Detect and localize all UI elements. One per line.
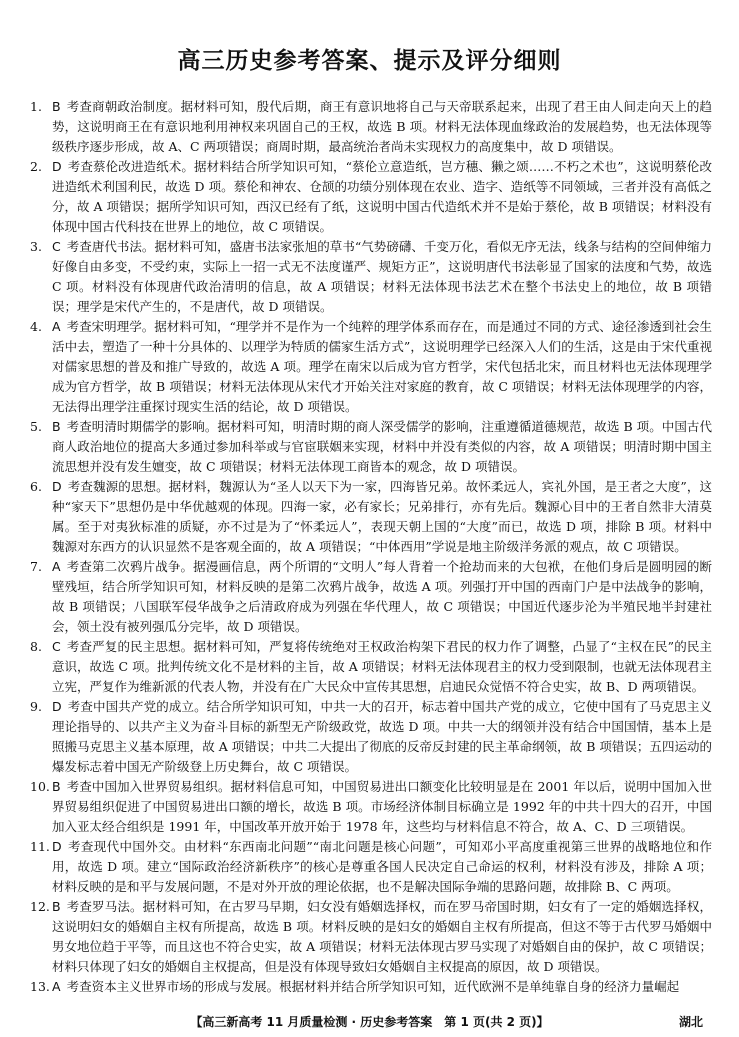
answer-explanation <box>52 697 712 777</box>
question-number: 12. <box>30 899 50 914</box>
answer-choice: B <box>52 899 61 914</box>
explanation-text: 考查明清时期儒学的影响。据材料可知，明清时期的商人深受儒学的影响，注重遵循道德规范，故选 B 项。中国古代商人政治地位的提高大多通过参加科举或与官宦联姻来实现，材料中并没有类似的内容，故 A 项错误；明清时期中国主流思想并没有发生嬗变，故 C 项错误；材料无法体现工商皆本的观念，故 D 项错误。 <box>52 419 712 474</box>
answer-item <box>30 837 712 897</box>
page-title: 高三历史参考答案、提示及评分细则 <box>177 48 562 74</box>
question-number: 5. <box>30 419 42 434</box>
footer-region: 湖北 <box>678 1015 703 1029</box>
answer-choice: B <box>52 779 61 794</box>
answer-choice: D <box>52 479 62 494</box>
question-number: 6. <box>30 479 42 494</box>
question-number: 2. <box>30 159 42 174</box>
question-number: 11. <box>30 839 50 854</box>
question-number: 1. <box>30 99 42 114</box>
explanation-text: 考查唐代书法。据材料可知，盛唐书法家张旭的草书“气势磅礴、千变万化，看似无序无法，线条与结构的空间伸缩力好像自由多变，不受约束，实际上一招一式无不法度谨严、规矩方正”，这说明唐代书法彰显了国家的法度和气势，故选 C 项。材料没有体现唐代政治清明的信息，故 A 项错误；材料无法体现书法艺术在整个书法史上的地位，故 B 项错误；理学是宋代产生的，不是唐代，故 D 项错误。 <box>52 239 712 314</box>
explanation-text: 考查宋明理学。据材料可知，“理学并不是作为一个纯粹的理学体系而存在，而是通过不同的方式、途径渗透到社会生活中去，塑造了一种十分具体的、以理学为特质的儒家生活方式”，这说明理学已经深入人们的生活，这是由于宋代重视对儒家思想的普及和推广导致的，故选 A 项。理学在南宋以后成为官方哲学，宋代包括北宋，而且材料也无法体现理学成为官方哲学，故 B 项错误；材料无法体现从宋代才开始关注对家庭的教育，故 C 项错误；材料无法体现理学的内容，无法得出理学注重探讨现实生活的结论，故 D 项错误。 <box>52 319 712 414</box>
answer-choice: A <box>52 559 61 574</box>
answer-explanation <box>52 97 712 157</box>
answer-item <box>30 697 712 777</box>
answer-item <box>30 637 712 697</box>
answer-explanation <box>52 897 712 977</box>
answer-item <box>30 557 712 637</box>
question-number: 7. <box>30 559 42 574</box>
answer-choice: B <box>52 99 61 114</box>
question-number: 13. <box>30 979 50 994</box>
answer-explanation <box>52 557 712 637</box>
answer-choice: A <box>52 319 61 334</box>
answer-choice: B <box>52 419 61 434</box>
answer-item <box>30 417 712 477</box>
answer-choice: C <box>52 239 61 254</box>
answer-explanation <box>52 157 712 237</box>
answer-choice: D <box>52 159 62 174</box>
answer-explanation <box>52 977 712 997</box>
answer-item <box>30 777 712 837</box>
answer-item <box>30 977 712 997</box>
answer-choice: D <box>52 839 62 854</box>
explanation-text: 考查现代中国外交。由材料“东西南北问题”“南北问题是核心问题”，可知邓小平高度重视第三世界的战略地位和作用，故选 D 项。建立“国际政治经济新秩序”的核心是尊重各国人民决定自己命运的权利，材料没有涉及，排除 A 项；材料反映的是和平与发展问题，不是对外开放的理论依据，也不是解决国际争端的思路问题，故排除 B、C 两项。 <box>52 839 712 894</box>
answer-item <box>30 97 712 157</box>
answer-explanation <box>52 777 712 837</box>
question-number: 4. <box>30 319 42 334</box>
answer-choice: C <box>52 639 61 654</box>
answer-choice: D <box>52 699 62 714</box>
question-number: 9. <box>30 699 42 714</box>
explanation-text: 考查第二次鸦片战争。据漫画信息，两个所谓的“文明人”每人背着一个抢劫而来的大包袱，在他们身后是圆明园的断壁残垣，结合所学知识可知，材料反映的是第二次鸦片战争，故选 A 项。列强打开中国的西南门户是中法战争的影响，故 B 项错误；八国联军侵华战争之后清政府成为列强在华代理人，故 C 项错误；中国近代逐步沦为半殖民地半封建社会，领土没有被列强瓜分完毕，故 D 项错误。 <box>52 559 712 634</box>
explanation-text: 考查资本主义世界市场的形成与发展。根据材料并结合所学知识可知，近代欧洲不是单纯靠自身的经济力量崛起 <box>66 979 680 994</box>
answer-explanation <box>52 837 712 897</box>
answer-explanation <box>52 417 712 477</box>
answer-item <box>30 317 712 417</box>
answer-choice: A <box>52 979 61 994</box>
question-number: 8. <box>30 639 42 654</box>
explanation-text: 考查魏源的思想。据材料，魏源认为“圣人以天下为一家，四海皆兄弟。故怀柔远人，宾礼外国，是王者之大度”，这种“家天下”思想仍是中华优越观的体现。四海一家，必有家长；兄弟排行，亦有先后。魏源心目中的王者自然非大清莫属。至于对夷狄标准的质疑，亦不过是为了“怀柔远人”，表现天朝上国的“大度”而已，故选 D 项，排除 B 项。材料中魏源对东西方的认识显然不是客观全面的，故 A 项错误；“中体西用”学说是地主阶级洋务派的观点，故 C 项错误。 <box>52 479 712 554</box>
answer-item <box>30 897 712 977</box>
answer-explanation <box>52 477 712 557</box>
footer-page-info: 【高三新高考 11 月质量检测 · 历史参考答案 第 1 页(共 2 页)】 <box>190 1015 549 1029</box>
answer-item <box>30 477 712 557</box>
explanation-text: 考查中国共产党的成立。结合所学知识可知，中共一大的召开，标志着中国共产党的成立，它使中国有了马克思主义理论指导的、以共产主义为奋斗目标的新型无产阶级政党，故选 D 项。中共一大的纲领并没有结合中国国情，基本上是照搬马克思主义基本原理，故 A 项错误；中共二大提出了彻底的反帝反封建的民主革命纲领，故 B 项错误；五四运动的爆发标志着中国无产阶级登上历史舞台，故 C 项错误。 <box>52 699 712 774</box>
answer-explanation <box>52 317 712 417</box>
explanation-text: 考查商朝政治制度。据材料可知，殷代后期，商王有意识地将自己与天帝联系起来，出现了君王由人间走向天上的趋势，这说明商王在有意识地利用神权来巩固自己的王权，故选 B 项。材料无法体现血缘政治的发展趋势，也无法体现等级秩序逐步形成，故 A、C 两项错误；商周时期，最高统治者尚未实现权力的高度集中，故 D 项错误。 <box>52 99 712 154</box>
answer-explanation <box>52 637 712 697</box>
answer-item <box>30 237 712 317</box>
answer-explanation <box>52 237 712 317</box>
question-number: 10. <box>30 779 50 794</box>
explanation-text: 考查蔡伦改进造纸术。据材料结合所学知识可知，“蔡伦立意造纸，岂方穗、獭之颂……不朽之术也”，这说明蔡伦改进造纸术利国利民，故选 D 项。蔡伦和神农、仓颉的功绩分别体现在农业、造字、造纸等不同领域，三者并没有高低之分，故 A 项错误；据所学知识可知，西汉已经有了纸，这说明中国古代造纸术并不是始于蔡伦，故 B 项错误；材料没有体现中国古代科技在世界上的地位，故 C 项错误。 <box>52 159 712 234</box>
page-footer <box>0 1012 739 1032</box>
answer-item <box>30 157 712 237</box>
explanation-text: 考查中国加入世界贸易组织。据材料信息可知，中国贸易进出口额变化比较明显是在 2001 年以后，说明中国加入世界贸易组织促进了中国贸易进出口额的增长，故选 B 项。市场经济体制目标确立是 1992 年的中共十四大的召开，中国加入亚太经合组织是 1991 年，中国改革开放开始于 1978 年，这些均与材料信息不符合，故 A、C、D 三项错误。 <box>52 779 712 834</box>
explanation-text: 考查罗马法。据材料可知，在古罗马早期，妇女没有婚姻选择权，而在罗马帝国时期，妇女有了一定的婚姻选择权，这说明妇女的婚姻自主权有所提高，故选 B 项。材料反映的是妇女的婚姻自主权有所提高，但这不等于古代罗马婚姻中男女地位趋于平等，而且这也不符合史实，故 A 项错误；材料无法体现古罗马实现了对婚姻自由的保护，故 C 项错误；材料只体现了妇女的婚姻自主权提高，但是没有体现导致妇女婚姻自主权提高的原因，故 D 项错误。 <box>52 899 712 974</box>
answer-list <box>30 97 712 997</box>
question-number: 3. <box>30 239 42 254</box>
explanation-text: 考查严复的民主思想。据材料可知，严复将传统绝对王权政治构架下君民的权力作了调整，凸显了“主权在民”的民主意识，故选 C 项。批判传统文化不是材料的主旨，故 A 项错误；材料无法体现君主的权力受到限制，也就无法体现君主立宪，严复作为维新派的代表人物，并没有在广大民众中宣传其思想，启迪民众觉悟不符合史实，故 B、D 两项错误。 <box>52 639 712 694</box>
